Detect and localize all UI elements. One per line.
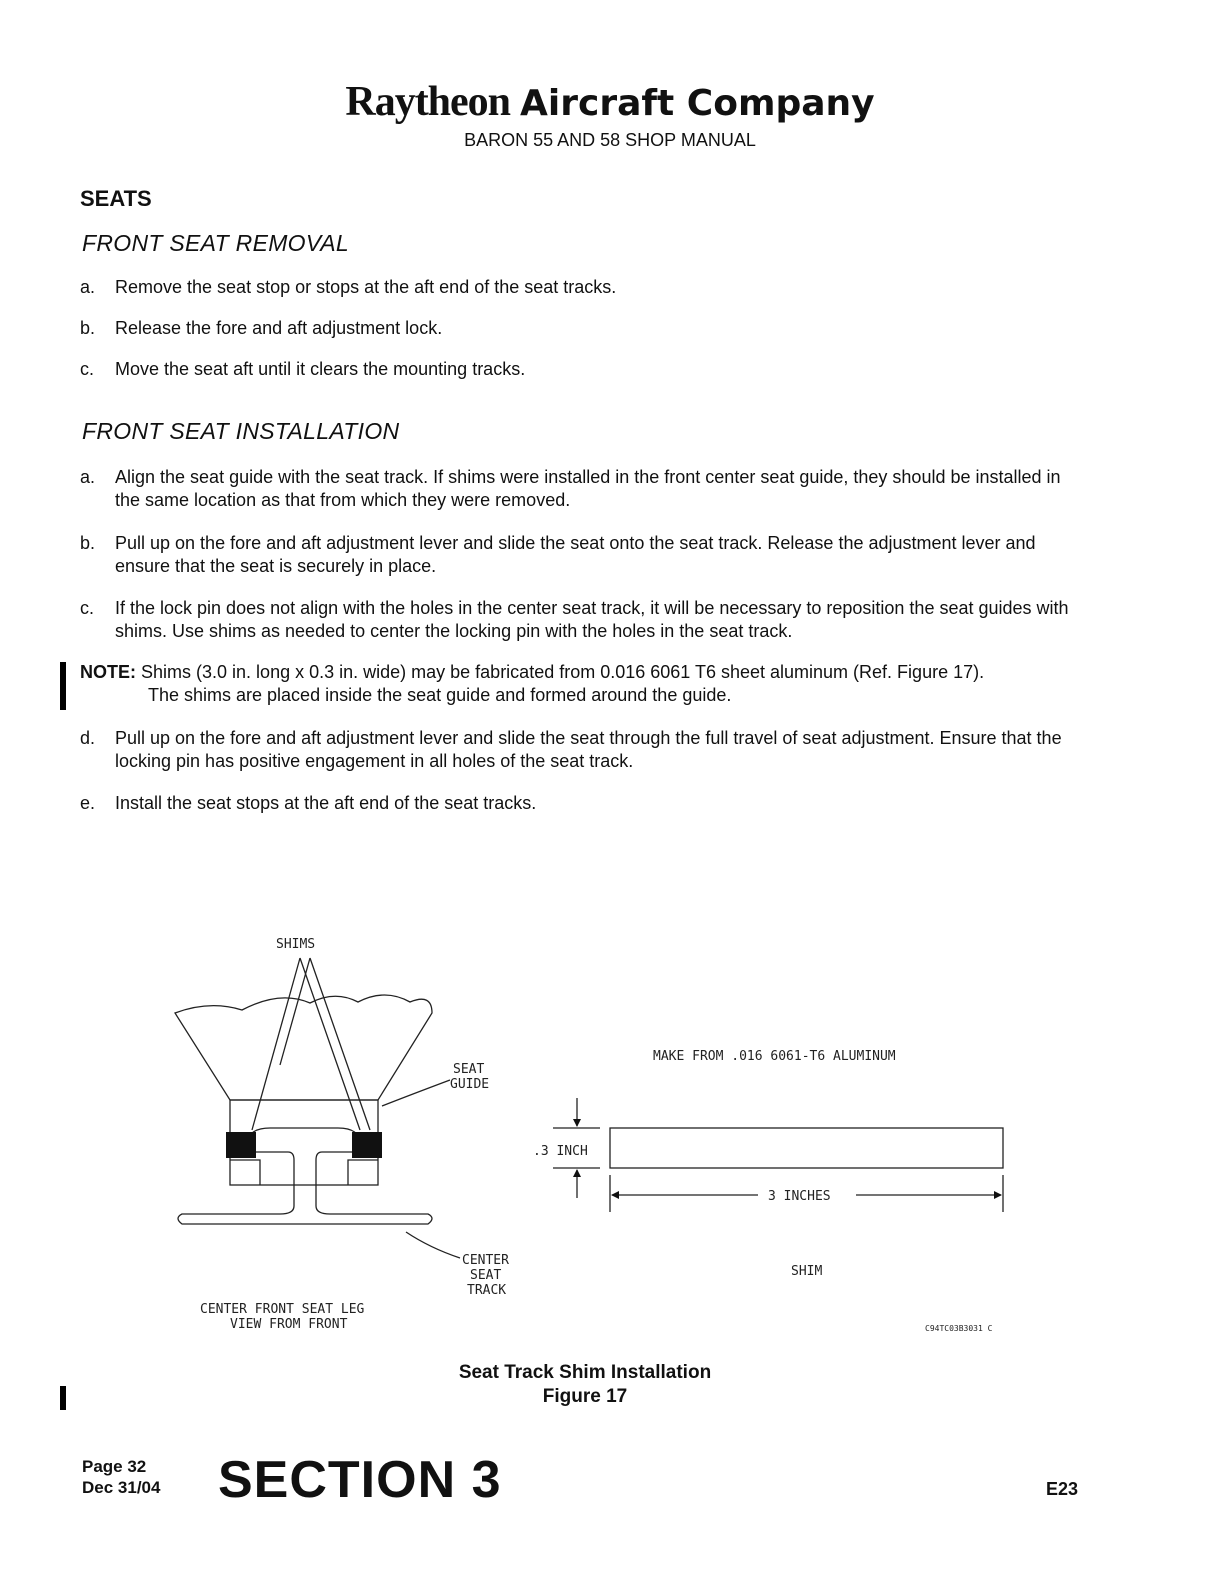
shim-outline bbox=[610, 1128, 1003, 1168]
step-letter: d. bbox=[80, 728, 96, 748]
installation-step bbox=[80, 532, 1090, 578]
view-label-line1: CENTER FRONT SEAT LEG bbox=[200, 1302, 365, 1317]
shim-leader-left-1 bbox=[252, 958, 300, 1130]
step-letter: c. bbox=[80, 359, 95, 379]
installation-step bbox=[80, 727, 1090, 773]
view-label-line2: VIEW FROM FRONT bbox=[230, 1317, 348, 1332]
seat-leg-outline bbox=[175, 995, 432, 1100]
step-letter: b. bbox=[80, 533, 96, 553]
company-logo bbox=[0, 78, 1220, 126]
removal-step bbox=[80, 276, 1090, 299]
company-name: Aircraft Company bbox=[520, 83, 875, 124]
section-number: SECTION 3 bbox=[218, 1451, 502, 1509]
dimension-width: .3 INCH bbox=[533, 1144, 588, 1159]
center-track-leader bbox=[406, 1232, 460, 1258]
brand-name: Raytheon bbox=[345, 79, 511, 125]
seat-guide-leader bbox=[382, 1080, 450, 1106]
label-shims: SHIMS bbox=[276, 937, 316, 952]
shim-left bbox=[226, 1132, 256, 1158]
change-bar bbox=[60, 1386, 66, 1410]
step-letter: c. bbox=[80, 598, 95, 618]
step-text: Remove the seat stop or stops at the aft end of the seat tracks. bbox=[115, 277, 617, 297]
revision-code: E23 bbox=[1046, 1479, 1079, 1499]
step-text: If the lock pin does not align with the holes in the center seat track, it will be necessary to reposition the seat guides with shims. Use shims as needed to center the locking pin with the holes in the seat track. bbox=[115, 598, 1069, 641]
note-text-line2: The shims are placed inside the seat guide and formed around the guide. bbox=[148, 685, 732, 705]
installation-step bbox=[80, 597, 1090, 643]
step-letter: b. bbox=[80, 318, 96, 338]
step-letter: a. bbox=[80, 467, 96, 487]
removal-step bbox=[80, 317, 1090, 340]
change-bar bbox=[60, 662, 66, 710]
manual-title: BARON 55 AND 58 SHOP MANUAL bbox=[464, 130, 756, 150]
figure-caption-number: Figure 17 bbox=[542, 1386, 628, 1407]
figure-caption-title: Seat Track Shim Installation bbox=[458, 1362, 712, 1383]
step-text: Align the seat guide with the seat track. If shims were installed in the front center seat guide, they should be installed in the same location as that from which they were removed. bbox=[115, 467, 1061, 510]
center-seat-track bbox=[178, 1128, 432, 1224]
make-from-note: MAKE FROM .016 6061-T6 ALUMINUM bbox=[653, 1049, 896, 1064]
seat-track-shim-figure bbox=[170, 930, 1050, 1340]
label-track: TRACK bbox=[467, 1283, 507, 1298]
step-text: Install the seat stops at the aft end of the seat tracks. bbox=[115, 793, 537, 813]
step-text: Pull up on the fore and aft adjustment lever and slide the seat through the full travel of seat adjustment. Ensure that the locking pin has positive engagement in all holes of the seat track. bbox=[115, 728, 1062, 771]
installation-step bbox=[80, 792, 1090, 815]
note-label: NOTE: bbox=[80, 662, 136, 682]
section-title: SEATS bbox=[80, 186, 152, 211]
step-text: Move the seat aft until it clears the mounting tracks. bbox=[115, 359, 526, 379]
shim-label: SHIM bbox=[791, 1264, 823, 1279]
installation-heading: FRONT SEAT INSTALLATION bbox=[82, 418, 400, 444]
page-date: Dec 31/04 bbox=[82, 1478, 161, 1497]
label-seat: SEAT bbox=[453, 1062, 485, 1077]
step-letter: a. bbox=[80, 277, 96, 297]
note-text-line1: Shims (3.0 in. long x 0.3 in. wide) may be fabricated from 0.016 6061 T6 sheet aluminum (Ref. Figure 17). bbox=[141, 662, 985, 682]
label-guide: GUIDE bbox=[450, 1077, 490, 1092]
dimension-length: 3 INCHES bbox=[768, 1189, 831, 1204]
installation-step bbox=[80, 466, 1090, 512]
shim-leader-left-2 bbox=[300, 958, 360, 1130]
label-center: CENTER bbox=[462, 1253, 509, 1268]
step-text: Pull up on the fore and aft adjustment lever and slide the seat onto the seat track. Release the adjustment lever and ensure that the seat is securely in place. bbox=[115, 533, 1036, 576]
shim-leader-right-2 bbox=[310, 958, 370, 1130]
note bbox=[80, 661, 1090, 707]
removal-heading: FRONT SEAT REMOVAL bbox=[82, 230, 349, 256]
shim-right bbox=[352, 1132, 382, 1158]
step-letter: e. bbox=[80, 793, 96, 813]
step-text: Release the fore and aft adjustment lock. bbox=[115, 318, 443, 338]
label-track-seat: SEAT bbox=[470, 1268, 502, 1283]
figure-code: C94TC03B3031 C bbox=[925, 1324, 993, 1333]
page-number: Page 32 bbox=[82, 1457, 147, 1476]
removal-step bbox=[80, 358, 1090, 381]
